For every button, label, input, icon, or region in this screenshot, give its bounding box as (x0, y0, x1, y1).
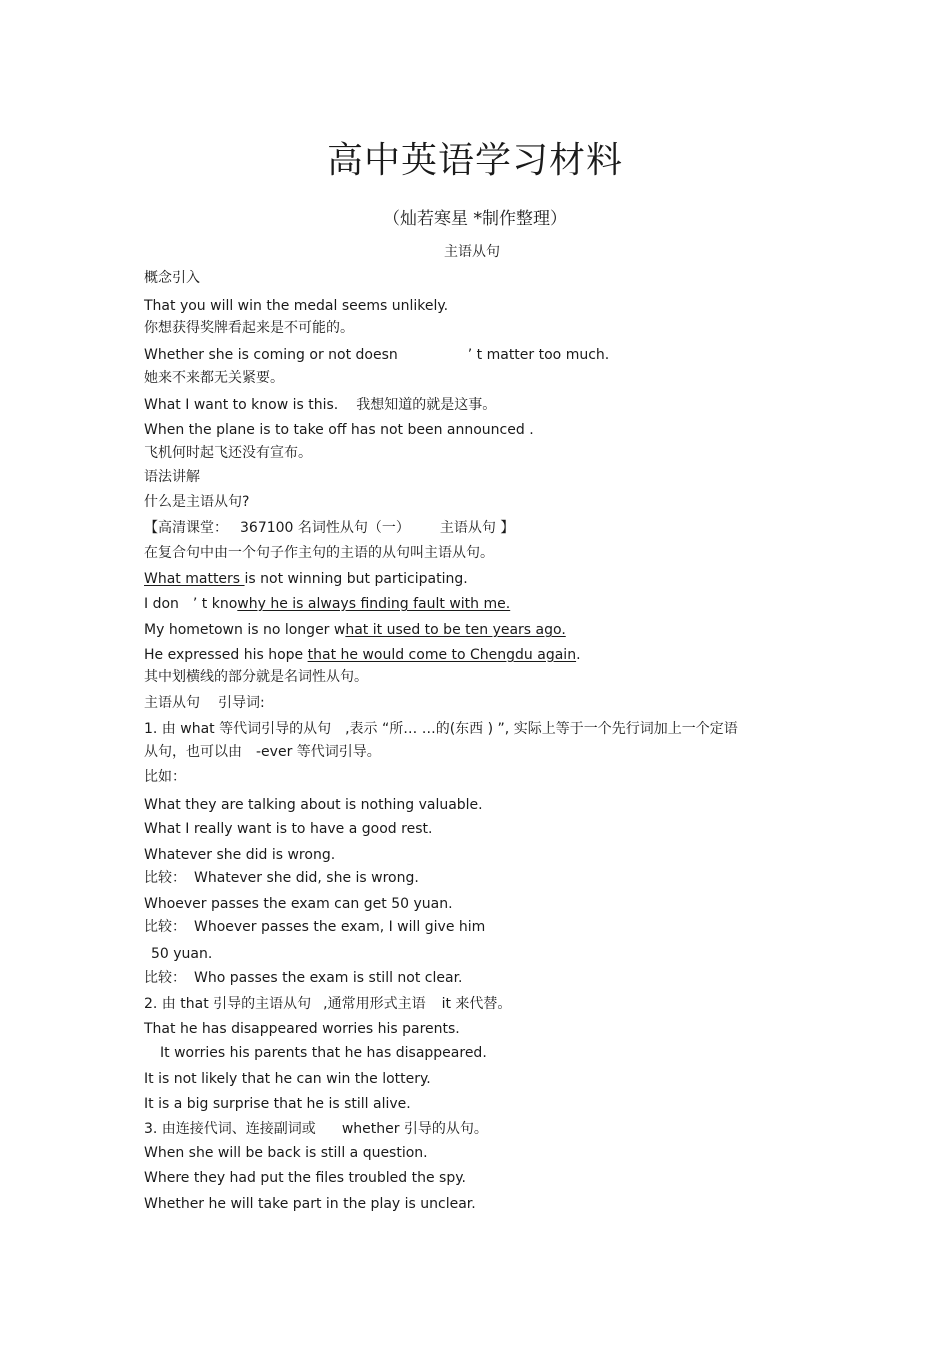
document-subtitle: （灿若寒星 *制作整理） (383, 209, 567, 229)
question-line: 什么是主语从句? (144, 494, 250, 510)
underlined-clause: hat it used to be ten years ago. (345, 622, 566, 638)
example-sentence: He expressed his hope that he would come to Chengdu again. (144, 647, 581, 663)
example-sentence: That he has disappeared worries his parents. (144, 1021, 460, 1037)
label-line: 比如： (144, 769, 186, 785)
section-title: 主语从句 (444, 244, 500, 260)
example-sentence: 50 yuan. (151, 946, 213, 962)
heading-concept: 概念引入 (144, 270, 200, 286)
example-sentence: What matters is not winning but participating. (144, 571, 468, 587)
example-sentence: What I want to know is this. 我想知道的就是这事。 (144, 397, 497, 413)
example-sentence: What I really want is to have a good rest. (144, 821, 433, 837)
example-sentence: It is not likely that he can win the lottery. (144, 1071, 431, 1087)
rule-line: 从句，也可以由 -ever 等代词引导。 (144, 744, 381, 760)
example-sentence: When she will be back is still a question. (144, 1145, 428, 1161)
underlined-clause: why he is always finding fault with me. (237, 596, 511, 612)
example-sentence: Whoever passes the exam can get 50 yuan. (144, 896, 453, 912)
translation-line: 她来不来都无关紧要。 (144, 370, 284, 386)
example-sentence: Whether she is coming or not doesn ’ t matter too much. (144, 347, 610, 363)
example-sentence: Where they had put the files troubled the spy. (144, 1170, 466, 1186)
rule-line: 2. 由 that 引导的主语从句 ,通常用形式主语 it 来代替。 (144, 996, 512, 1012)
example-sentence: When the plane is to take off has not been announced . (144, 422, 534, 438)
example-sentence: It worries his parents that he has disappeared. (160, 1045, 487, 1061)
example-sentence: I don ’ t knowhy he is always finding fault with me. (144, 596, 511, 612)
lesson-reference: 【高清课堂： 367100 名词性从句（一） 主语从句 】 (144, 520, 515, 536)
heading-grammar: 语法讲解 (144, 469, 200, 485)
heading-introducers: 主语从句 引导词: (144, 695, 265, 711)
translation-line: 你想获得奖牌看起来是不可能的。 (144, 320, 354, 336)
underlined-clause: What matters (144, 571, 245, 587)
example-sentence: It is a big surprise that he is still alive. (144, 1096, 411, 1112)
note-line: 其中划横线的部分就是名词性从句。 (144, 669, 368, 685)
translation-line: 飞机何时起飞还没有宣布。 (144, 445, 312, 461)
underlined-clause: that he would come to Chengdu again (307, 647, 577, 663)
document-title: 高中英语学习材料 (326, 140, 623, 181)
comparison-line: 比较： Whoever passes the exam, I will give him (144, 919, 486, 935)
example-sentence: Whether he will take part in the play is unclear. (144, 1196, 476, 1212)
example-sentence: My hometown is no longer what it used to be ten years ago. (144, 622, 566, 638)
definition-line: 在复合句中由一个句子作主句的主语的从句叫主语从句。 (144, 545, 494, 561)
example-sentence: What they are talking about is nothing valuable. (144, 797, 483, 813)
comparison-line: 比较： Who passes the exam is still not clear. (144, 970, 463, 986)
rule-line: 3. 由连接代词、连接副词或 whether 引导的从句。 (144, 1121, 488, 1137)
example-sentence: Whatever she did is wrong. (144, 847, 336, 863)
rule-line: 1. 由 what 等代词引导的从句 ,表示 “所… …的(东西 ) ”, 实际上等于一个先行词加上一个定语 (144, 721, 738, 737)
comparison-line: 比较： Whatever she did, she is wrong. (144, 870, 419, 886)
example-sentence: That you will win the medal seems unlikely. (144, 298, 449, 314)
